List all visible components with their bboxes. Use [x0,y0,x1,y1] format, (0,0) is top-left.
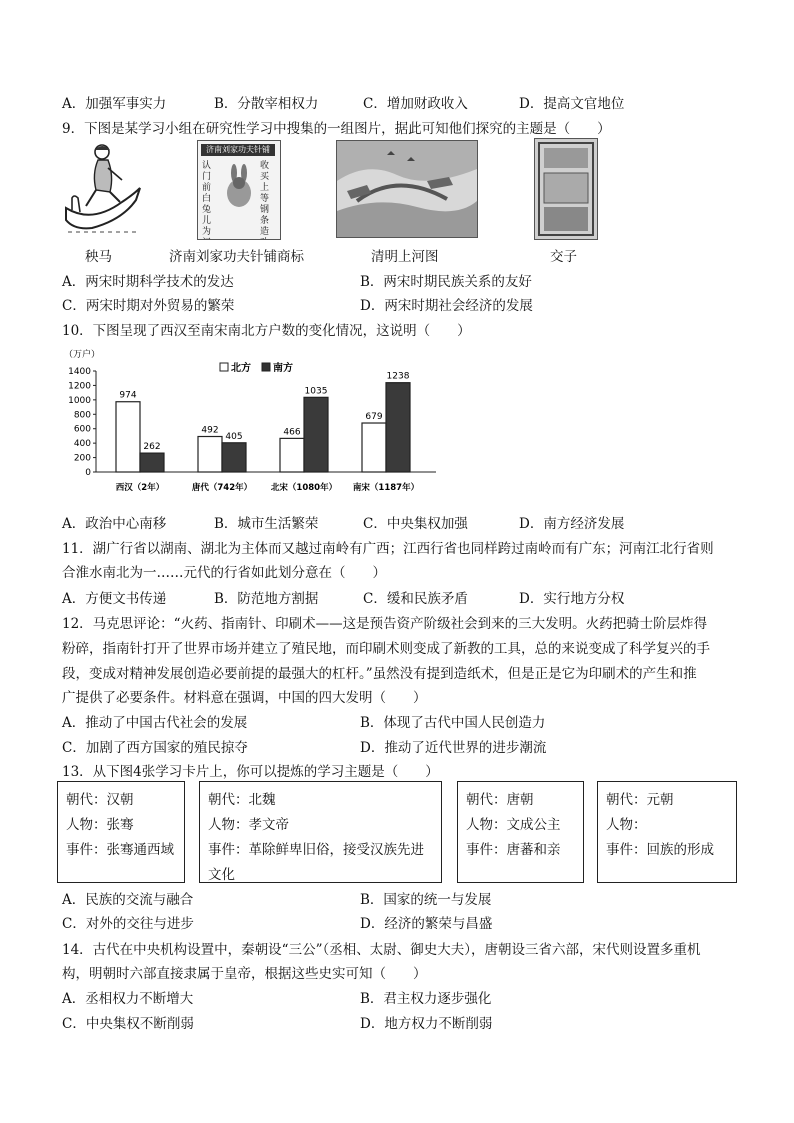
q12-option-b[interactable]: B．体现了古代中国人民创造力 [360,715,546,731]
q12-option-c[interactable]: C．加剧了西方国家的殖民掠夺 [62,740,248,756]
trademark-header: 济南刘家功夫针铺 [201,144,275,156]
trademark-left-text: 认门前白兔儿为 [202,161,212,237]
y-tick-label: 0 [85,468,91,478]
q10-option-d[interactable]: D．南方经济发展 [519,516,625,532]
data-label: 679 [365,412,383,423]
bar-south [386,383,410,472]
y-tick-label: 1000 [68,395,91,406]
bar-north [116,402,140,472]
x-category-label: 唐代（742年） [191,483,253,493]
y-tick-label: 1200 [68,381,91,392]
q13-option-d[interactable]: D．经济的繁荣与昌盛 [360,916,493,932]
y-tick-label: 800 [73,410,91,421]
study-card-beiwei [199,781,442,883]
card-event: 事件：革除鲜卑旧俗，接受汉族先进文化 [208,842,424,883]
q10-option-c[interactable]: C．中央集权加强 [363,516,468,532]
q11-stem-line1: 11．湖广行省以湖南、湖北为主体而又越过南岭有广西；江西行省也同样跨过南岭而有广东；河南江北行省则 [62,541,714,557]
q12-option-a[interactable]: A．推动了中国古代社会的发展 [62,715,248,731]
q10-stem: 10．下图呈现了西汉至南宋南北方户数的变化情况，这说明（ ） [62,323,471,339]
q8-option-b[interactable]: B．分散宰相权力 [214,96,319,112]
q9-option-d[interactable]: D．两宋时期社会经济的发展 [360,298,533,314]
bar-south [222,443,246,472]
q11-option-b[interactable]: B．防范地方割据 [214,591,319,607]
card-dynasty: 朝代：汉朝 [66,792,134,808]
card-event: 事件：回族的形成 [606,842,714,858]
trademark-right-text: 收买上等钢条造 [260,161,270,237]
q12-option-d[interactable]: D．推动了近代世界的进步潮流 [360,740,547,756]
q11-stem-line2: 合淮水南北为一……元代的行省如此划分意在（ ） [62,565,386,581]
q12-line4: 广提供了必要条件。材料意在强调，中国的四大发明（ ） [62,690,427,706]
card-dynasty: 朝代：唐朝 [466,792,534,808]
bar-north [198,437,222,472]
card-person: 人物：文成公主 [466,817,561,833]
data-label: 1238 [386,371,410,382]
study-card-tang [457,781,584,883]
y-tick-label: 400 [73,439,91,450]
households-bar-chart [60,343,450,498]
data-label: 262 [143,442,161,453]
chart-ylabel: （万户） [64,350,101,360]
q12-line3: 段，变成对精神发展创造必要前提的最强大的杠杆。”虽然没有提到造纸术，但是正是它为印刷术的产生和推 [62,666,697,682]
bar-north [362,423,386,472]
q9-option-a[interactable]: A．两宋时期科学技术的发达 [62,274,234,290]
study-card-yuan [597,781,737,883]
data-label: 1035 [304,386,328,397]
qingming-painting [336,140,478,238]
q8-option-d[interactable]: D．提高文官地位 [519,96,625,112]
q9-stem: 9．下图是某学习小组在研究性学习中搜集的一组图片，据此可知他们探究的主题是（ ） [62,121,611,137]
q8-option-c[interactable]: C．增加财政收入 [363,96,468,112]
q11-option-c[interactable]: C．缓和民族矛盾 [363,591,468,607]
q8-option-a[interactable]: A．加强军事实力 [62,96,167,112]
yangma-illustration [62,140,144,240]
caption-yangma: 秧马 [85,249,112,265]
legend-swatch-north [220,363,228,371]
bar-south [140,453,164,472]
data-label: 974 [119,390,137,401]
q14-option-a[interactable]: A．丞相权力不断增大 [62,991,194,1007]
caption-jiaozi: 交子 [550,249,577,265]
q14-option-c[interactable]: C．中央集权不断削弱 [62,1016,194,1032]
card-event: 事件：唐蕃和亲 [466,842,561,858]
x-category-label: 西汉（2年） [115,483,165,493]
q10-option-b[interactable]: B．城市生活繁荣 [214,516,319,532]
q9-option-c[interactable]: C．两宋时期对外贸易的繁荣 [62,298,235,314]
study-card-han [57,781,185,883]
data-label: 466 [283,427,301,438]
x-category-label: 北宋（1080年） [270,483,338,493]
q11-option-a[interactable]: A．方便文书传递 [62,591,167,607]
caption-qingming: 清明上河图 [371,249,439,265]
jiaozi-banknote [534,138,598,240]
data-label: 405 [225,431,243,442]
card-person: 人物：张骞 [66,817,134,833]
q12-line2: 粉碎，指南针打开了世界市场并建立了殖民地，而印刷术则变成了新教的工具，总的来说变成了科学复兴的手 [62,641,710,657]
q13-option-c[interactable]: C．对外的交往与进步 [62,916,194,932]
caption-trademark: 济南刘家功夫针铺商标 [169,249,304,265]
legend-label-north: 北方 [231,363,251,374]
q14-option-b[interactable]: B．君主权力逐步强化 [360,991,492,1007]
bar-south [304,397,328,472]
q13-option-b[interactable]: B．国家的统一与发展 [360,892,492,908]
card-person: 人物： [606,817,647,833]
q10-option-a[interactable]: A．政治中心南移 [62,516,167,532]
q14-stem-line1: 14．古代在中央机构设置中，秦朝设“三公”（丞相、太尉、御史大夫），唐朝设三省六部，宋代则设置多重机 [62,942,701,958]
x-category-label: 南宋（1187年） [352,483,420,493]
y-tick-label: 1400 [68,367,91,377]
q14-option-d[interactable]: D．地方权力不断削弱 [360,1016,493,1032]
y-tick-label: 200 [73,453,91,464]
legend-swatch-south [262,363,270,371]
needle-shop-trademark [197,140,281,240]
card-event: 事件：张骞通西域 [66,842,174,858]
legend-label-south: 南方 [273,363,293,374]
q12-line1: 12．马克思评论：“火药、指南针、印刷术——这是预告资产阶级社会到来的三大发明。火药把骑士阶层炸得 [62,616,708,632]
q11-option-d[interactable]: D．实行地方分权 [519,591,625,607]
q13-option-a[interactable]: A．民族的交流与融合 [62,892,194,908]
q9-option-b[interactable]: B．两宋时期民族关系的友好 [360,274,532,290]
card-person: 人物：孝文帝 [208,817,289,833]
y-tick-label: 600 [73,424,91,435]
bar-north [280,438,304,472]
card-dynasty: 朝代：元朝 [606,792,674,808]
q13-stem: 13．从下图4张学习卡片上，你可以提炼的学习主题是（ ） [62,764,439,780]
card-dynasty: 朝代：北魏 [208,792,276,808]
data-label: 492 [201,425,219,436]
q14-stem-line2: 构，明朝时六部直接隶属于皇帝，根据这些史实可知（ ） [62,966,427,982]
